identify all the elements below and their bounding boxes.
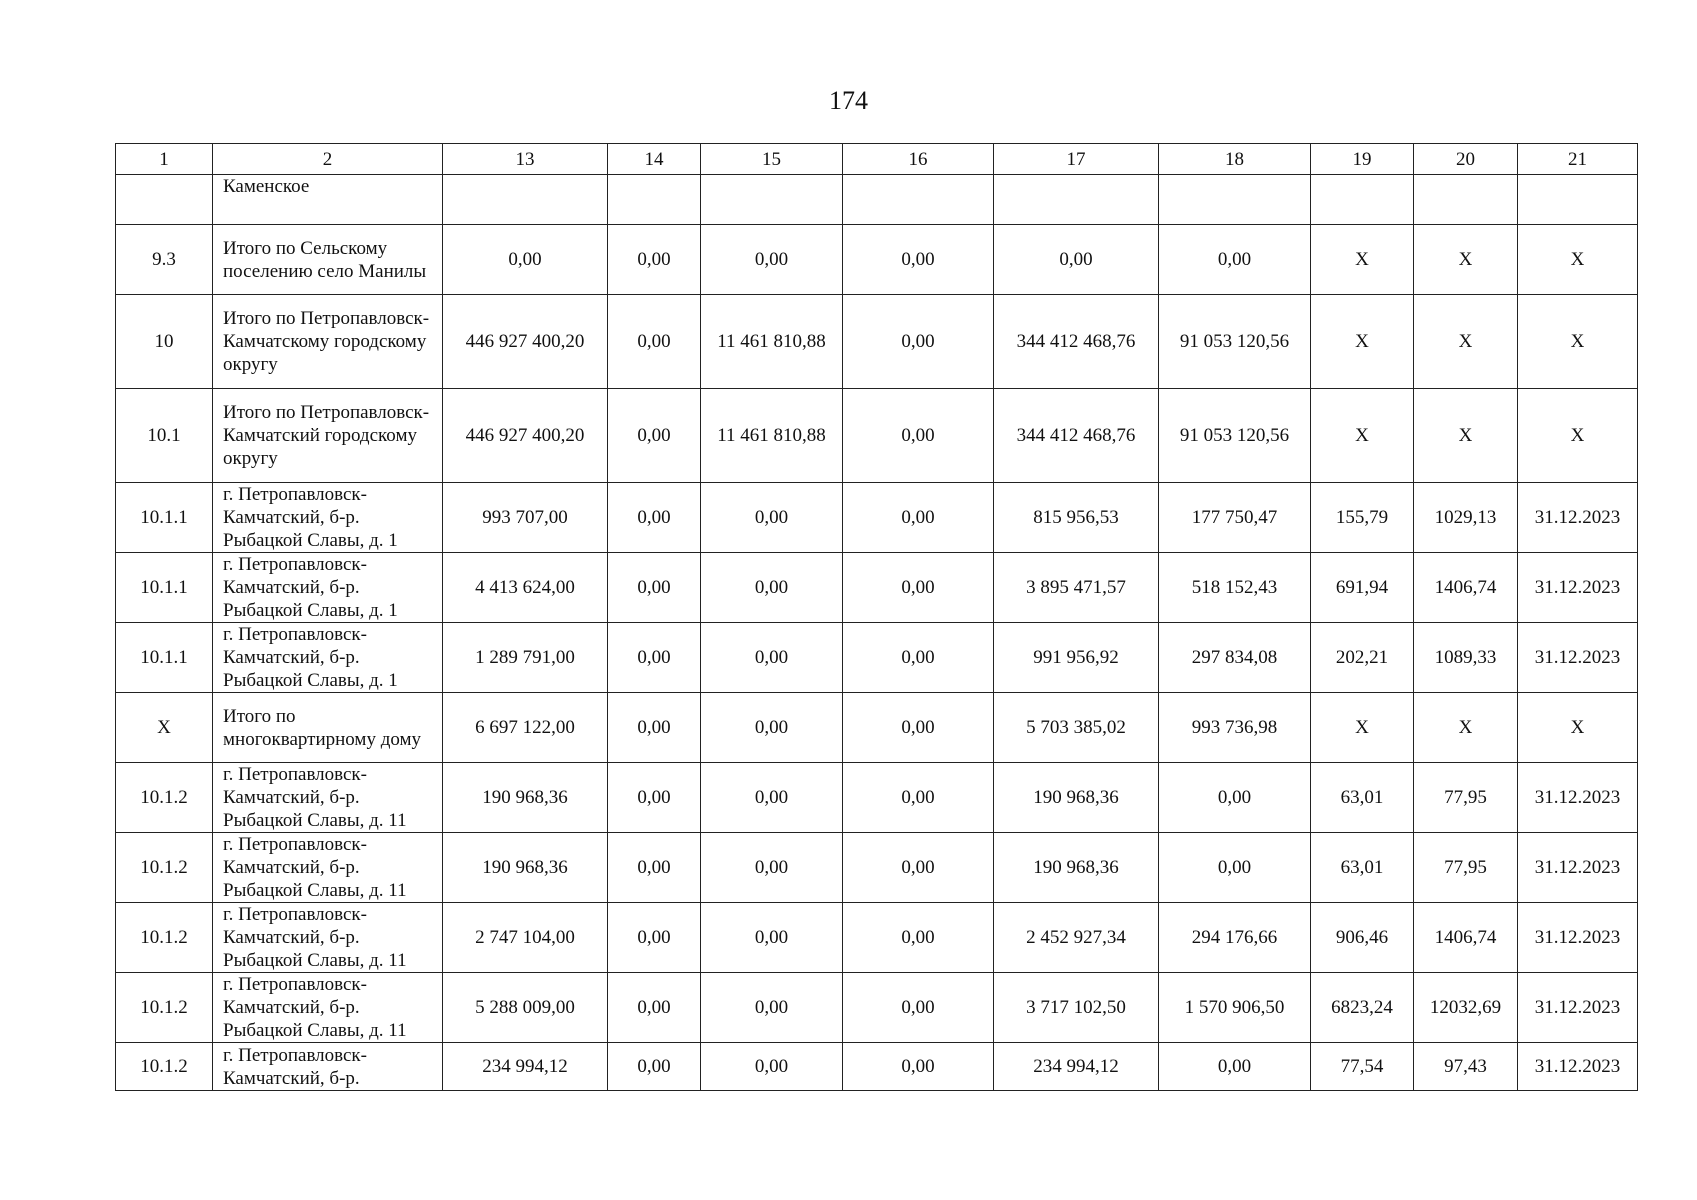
cell-col-15: 0,00 (701, 903, 843, 973)
cell-col-20: 1406,74 (1414, 903, 1518, 973)
cell-col-20: X (1414, 295, 1518, 389)
cell-col-18: 91 053 120,56 (1159, 295, 1311, 389)
cell-col-14: 0,00 (608, 623, 701, 693)
cell-col-16: 0,00 (843, 1043, 994, 1091)
cell-col-17: 234 994,12 (994, 1043, 1159, 1091)
column-header: 18 (1159, 144, 1311, 175)
cell-col-18: 294 176,66 (1159, 903, 1311, 973)
cell-col-21: 31.12.2023 (1518, 903, 1638, 973)
cell-col-18: 177 750,47 (1159, 483, 1311, 553)
cell-row-number: X (116, 693, 213, 763)
cell-col-16: 0,00 (843, 903, 994, 973)
cell-col-15: 0,00 (701, 973, 843, 1043)
cell-col-19: 63,01 (1311, 833, 1414, 903)
cell-col-19: 155,79 (1311, 483, 1414, 553)
cell-row-name: г. Петропавловск-Камчатский, б-р. (213, 1043, 443, 1091)
table-row (116, 553, 1638, 623)
cell-col-18: 993 736,98 (1159, 693, 1311, 763)
cell-row-name: г. Петропавловск-Камчатский, б-р. Рыбацкой Славы, д. 11 (213, 763, 443, 833)
cell-col-21 (1518, 175, 1638, 225)
cell-row-name: Каменское (213, 175, 443, 225)
cell-col-19: 906,46 (1311, 903, 1414, 973)
column-header: 20 (1414, 144, 1518, 175)
cell-col-17: 3 895 471,57 (994, 553, 1159, 623)
cell-col-16: 0,00 (843, 763, 994, 833)
cell-col-21: 31.12.2023 (1518, 553, 1638, 623)
cell-col-16: 0,00 (843, 623, 994, 693)
cell-col-18: 0,00 (1159, 833, 1311, 903)
cell-col-14: 0,00 (608, 833, 701, 903)
cell-col-16: 0,00 (843, 295, 994, 389)
cell-col-13: 190 968,36 (443, 833, 608, 903)
table-row (116, 763, 1638, 833)
cell-col-21: X (1518, 295, 1638, 389)
cell-col-21: 31.12.2023 (1518, 763, 1638, 833)
column-header: 2 (213, 144, 443, 175)
table-row (116, 483, 1638, 553)
column-header: 19 (1311, 144, 1414, 175)
cell-col-17: 190 968,36 (994, 763, 1159, 833)
cell-col-13: 1 289 791,00 (443, 623, 608, 693)
cell-col-17 (994, 175, 1159, 225)
cell-col-21: 31.12.2023 (1518, 1043, 1638, 1091)
cell-col-18: 0,00 (1159, 1043, 1311, 1091)
table-row (116, 903, 1638, 973)
cell-col-17: 344 412 468,76 (994, 295, 1159, 389)
column-header: 1 (116, 144, 213, 175)
cell-col-15: 0,00 (701, 833, 843, 903)
cell-col-16: 0,00 (843, 973, 994, 1043)
cell-row-name: г. Петропавловск-Камчатский, б-р. Рыбацкой Славы, д. 11 (213, 903, 443, 973)
cell-col-14: 0,00 (608, 973, 701, 1043)
cell-col-21: 31.12.2023 (1518, 973, 1638, 1043)
cell-col-18: 1 570 906,50 (1159, 973, 1311, 1043)
cell-col-16: 0,00 (843, 553, 994, 623)
cell-row-number: 10.1.1 (116, 553, 213, 623)
table-row (116, 1043, 1638, 1091)
table-row (116, 175, 1638, 225)
cell-col-16: 0,00 (843, 833, 994, 903)
cell-col-21: X (1518, 389, 1638, 483)
table-row (116, 295, 1638, 389)
cell-row-number: 10.1.1 (116, 623, 213, 693)
cell-row-number: 10.1.2 (116, 903, 213, 973)
cell-col-18: 0,00 (1159, 225, 1311, 295)
cell-col-14: 0,00 (608, 483, 701, 553)
cell-col-14: 0,00 (608, 295, 701, 389)
cell-col-21: 31.12.2023 (1518, 623, 1638, 693)
cell-row-number: 10.1 (116, 389, 213, 483)
cell-col-14: 0,00 (608, 903, 701, 973)
cell-col-13: 993 707,00 (443, 483, 608, 553)
cell-row-number: 10.1.2 (116, 833, 213, 903)
cell-col-19: X (1311, 693, 1414, 763)
cell-col-15: 0,00 (701, 553, 843, 623)
table-row (116, 623, 1638, 693)
cell-row-name: г. Петропавловск-Камчатский, б-р. Рыбацкой Славы, д. 1 (213, 553, 443, 623)
cell-col-17: 190 968,36 (994, 833, 1159, 903)
column-header: 16 (843, 144, 994, 175)
cell-col-17: 815 956,53 (994, 483, 1159, 553)
cell-col-20: X (1414, 389, 1518, 483)
cell-col-13: 6 697 122,00 (443, 693, 608, 763)
cell-row-name: Итого по Сельскому поселению село Манилы (213, 225, 443, 295)
cell-col-21: 31.12.2023 (1518, 483, 1638, 553)
cell-row-name: Итого по многоквартирному дому (213, 693, 443, 763)
cell-row-number: 10.1.2 (116, 763, 213, 833)
cell-col-15: 0,00 (701, 225, 843, 295)
cell-row-name: г. Петропавловск-Камчатский, б-р. Рыбацкой Славы, д. 11 (213, 973, 443, 1043)
cell-col-15: 0,00 (701, 1043, 843, 1091)
table-row (116, 389, 1638, 483)
cell-col-18: 297 834,08 (1159, 623, 1311, 693)
cell-col-13: 2 747 104,00 (443, 903, 608, 973)
cell-row-number: 10.1.2 (116, 973, 213, 1043)
cell-col-16: 0,00 (843, 483, 994, 553)
cell-row-number: 10 (116, 295, 213, 389)
cell-col-20: 12032,69 (1414, 973, 1518, 1043)
cell-col-20: X (1414, 693, 1518, 763)
column-header: 13 (443, 144, 608, 175)
cell-col-18: 91 053 120,56 (1159, 389, 1311, 483)
cell-col-21: X (1518, 693, 1638, 763)
cell-col-17: 3 717 102,50 (994, 973, 1159, 1043)
cell-col-19: 77,54 (1311, 1043, 1414, 1091)
cell-col-15: 11 461 810,88 (701, 295, 843, 389)
cell-col-14: 0,00 (608, 763, 701, 833)
table-body (116, 144, 1638, 1091)
cell-col-18: 518 152,43 (1159, 553, 1311, 623)
header-row (116, 144, 1638, 175)
cell-col-20 (1414, 175, 1518, 225)
cell-col-20: 77,95 (1414, 833, 1518, 903)
cell-col-20: 1029,13 (1414, 483, 1518, 553)
cell-col-13: 4 413 624,00 (443, 553, 608, 623)
cell-col-17: 991 956,92 (994, 623, 1159, 693)
cell-col-13: 446 927 400,20 (443, 389, 608, 483)
cell-col-15: 0,00 (701, 763, 843, 833)
page-number: 174 (829, 86, 868, 115)
cell-col-13: 190 968,36 (443, 763, 608, 833)
cell-row-number (116, 175, 213, 225)
cell-col-15: 0,00 (701, 693, 843, 763)
cell-col-20: 97,43 (1414, 1043, 1518, 1091)
cell-col-18 (1159, 175, 1311, 225)
cell-col-17: 2 452 927,34 (994, 903, 1159, 973)
cell-col-17: 5 703 385,02 (994, 693, 1159, 763)
cell-col-15: 0,00 (701, 483, 843, 553)
cell-col-13: 0,00 (443, 225, 608, 295)
cell-col-16: 0,00 (843, 389, 994, 483)
cell-col-14: 0,00 (608, 553, 701, 623)
cell-col-13: 446 927 400,20 (443, 295, 608, 389)
cell-col-15 (701, 175, 843, 225)
cell-col-19: 202,21 (1311, 623, 1414, 693)
column-header: 15 (701, 144, 843, 175)
cell-row-name: Итого по Петропавловск-Камчатский городскому округу (213, 389, 443, 483)
cell-row-number: 10.1.1 (116, 483, 213, 553)
table-row (116, 693, 1638, 763)
cell-row-name: Итого по Петропавловск-Камчатскому городскому округу (213, 295, 443, 389)
cell-col-15: 11 461 810,88 (701, 389, 843, 483)
cell-col-16: 0,00 (843, 693, 994, 763)
cell-col-14 (608, 175, 701, 225)
cell-col-14: 0,00 (608, 1043, 701, 1091)
column-header: 14 (608, 144, 701, 175)
cell-col-20: 1406,74 (1414, 553, 1518, 623)
column-header: 21 (1518, 144, 1638, 175)
cell-col-14: 0,00 (608, 693, 701, 763)
cell-col-13: 5 288 009,00 (443, 973, 608, 1043)
cell-row-number: 9.3 (116, 225, 213, 295)
cell-col-20: X (1414, 225, 1518, 295)
cell-col-13 (443, 175, 608, 225)
cell-col-19: X (1311, 295, 1414, 389)
cell-col-19: 691,94 (1311, 553, 1414, 623)
cell-row-name: г. Петропавловск-Камчатский, б-р. Рыбацкой Славы, д. 1 (213, 623, 443, 693)
cell-col-13: 234 994,12 (443, 1043, 608, 1091)
table-row (116, 833, 1638, 903)
cell-col-21: 31.12.2023 (1518, 833, 1638, 903)
cell-col-20: 1089,33 (1414, 623, 1518, 693)
cell-col-17: 344 412 468,76 (994, 389, 1159, 483)
column-header: 17 (994, 144, 1159, 175)
cell-col-14: 0,00 (608, 389, 701, 483)
cell-col-19 (1311, 175, 1414, 225)
cell-row-name: г. Петропавловск-Камчатский, б-р. Рыбацкой Славы, д. 1 (213, 483, 443, 553)
cell-col-16 (843, 175, 994, 225)
table-row (116, 225, 1638, 295)
cell-col-20: 77,95 (1414, 763, 1518, 833)
cell-col-15: 0,00 (701, 623, 843, 693)
cell-row-name: г. Петропавловск-Камчатский, б-р. Рыбацкой Славы, д. 11 (213, 833, 443, 903)
cell-col-17: 0,00 (994, 225, 1159, 295)
cell-col-19: 63,01 (1311, 763, 1414, 833)
table-row (116, 973, 1638, 1043)
cell-row-number: 10.1.2 (116, 1043, 213, 1091)
data-table (115, 143, 1638, 1091)
cell-col-21: X (1518, 225, 1638, 295)
cell-col-19: 6823,24 (1311, 973, 1414, 1043)
cell-col-18: 0,00 (1159, 763, 1311, 833)
cell-col-19: X (1311, 389, 1414, 483)
cell-col-16: 0,00 (843, 225, 994, 295)
cell-col-19: X (1311, 225, 1414, 295)
cell-col-14: 0,00 (608, 225, 701, 295)
